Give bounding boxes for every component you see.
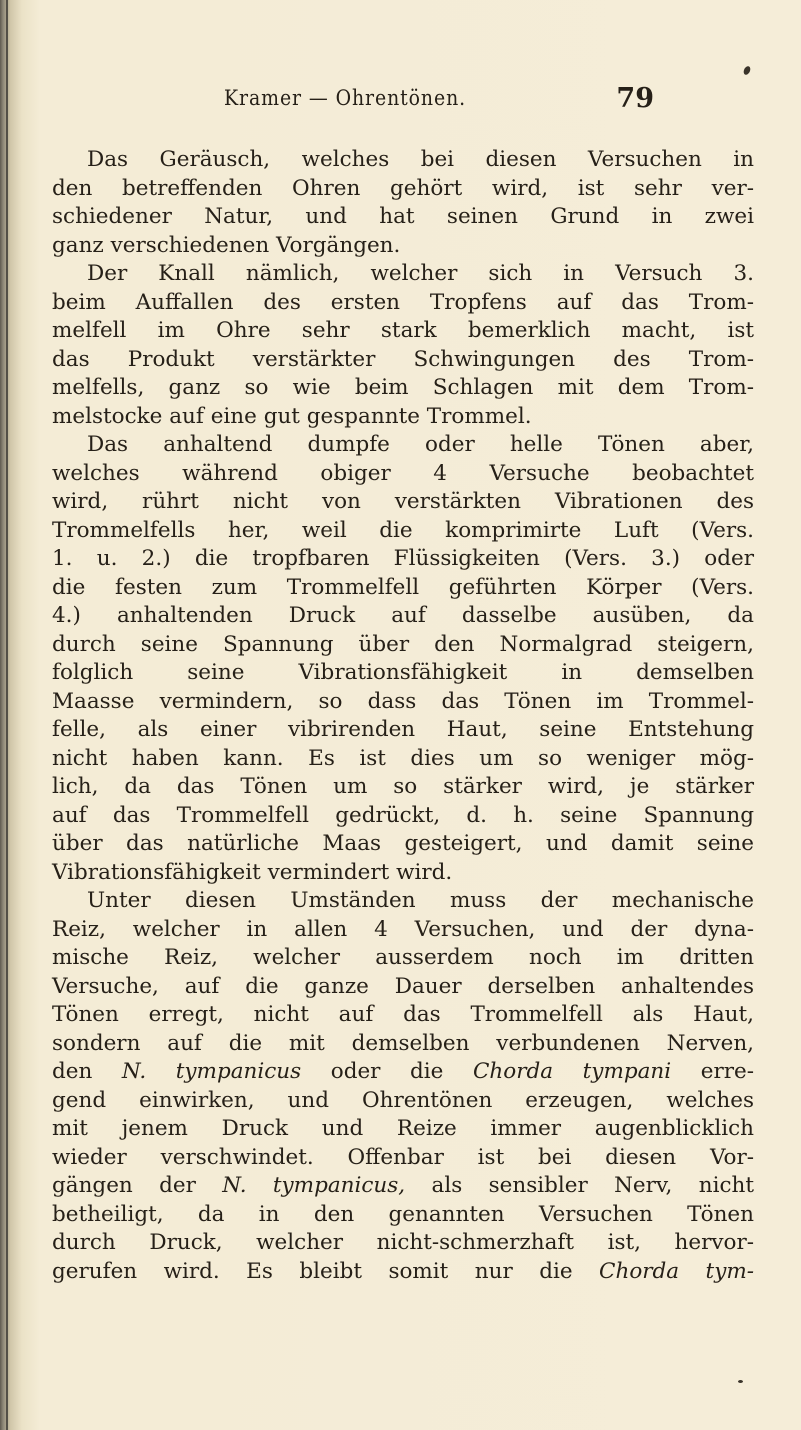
text-line: betheiligt, da in den genannten Versuchen Tönen xyxy=(52,1201,754,1227)
text-line: Unter diesen Umständen muss der mechanische xyxy=(87,888,754,913)
text-run: oder die xyxy=(330,1059,444,1084)
text-line: beim Auffallen des ersten Tropfens auf das Trom- xyxy=(52,289,754,315)
ink-speck xyxy=(738,1380,743,1383)
text-line-mixed xyxy=(52,1258,754,1287)
text-run: gerufen wird. Es bleibt somit nur die xyxy=(52,1258,573,1284)
text-line: Versuche, auf die ganze Dauer derselben anhaltendes xyxy=(52,973,754,999)
text-line: den betreffenden Ohren gehört wird, ist sehr ver- xyxy=(52,175,754,201)
text-line: melfells, ganz so wie beim Schlagen mit dem Trom- xyxy=(52,375,754,400)
text-line: Das anhaltend dumpfe oder helle Tönen aber, xyxy=(87,432,754,457)
text-line: durch Druck, welcher nicht-schmerzhaft ist, hervor- xyxy=(52,1230,754,1255)
page-number: 79 xyxy=(616,83,654,114)
text-line: melstocke auf eine gut gespannte Trommel. xyxy=(52,403,532,429)
text-line: welches während obiger 4 Versuche beobachtet xyxy=(52,460,754,486)
text-line: Der Knall nämlich, welcher sich in Versuch 3. xyxy=(87,261,754,286)
ink-speck xyxy=(742,65,751,76)
body-text xyxy=(52,146,754,1286)
text-line: schiedener Natur, und hat seinen Grund in zwei xyxy=(52,204,754,229)
text-line: nicht haben kann. Es ist dies um so weniger mög- xyxy=(52,745,754,771)
text-line: Maasse vermindern, so dass das Tönen im Trommel- xyxy=(52,688,754,714)
text-line: 1. u. 2.) die tropfbaren Flüssigkeiten (Vers. 3.) oder xyxy=(52,546,754,571)
text-line: folglich seine Vibrationsfähigkeit in demselben xyxy=(52,660,754,685)
text-line: Vibrationsfähigkeit vermindert wird. xyxy=(52,859,453,885)
running-head xyxy=(224,83,654,116)
text-line-mixed xyxy=(52,1172,754,1201)
text-run: als sensibler Nerv, nicht xyxy=(431,1173,754,1198)
italic-term: Chorda tympani xyxy=(472,1059,672,1084)
text-line: Das Geräusch, welches bei diesen Versuchen in xyxy=(87,147,754,172)
text-line: sondern auf die mit demselben verbundenen Nerven, xyxy=(52,1030,754,1056)
italic-term: Chorda tym- xyxy=(599,1258,754,1284)
text-line: mit jenem Druck und Reize immer augenblicklich xyxy=(52,1116,754,1141)
text-line: lich, da das Tönen um so stärker wird, je stärker xyxy=(52,774,754,799)
text-run: den xyxy=(52,1059,93,1084)
text-line: felle, als einer vibrirenden Haut, seine Entstehung xyxy=(52,717,754,742)
text-line: ganz verschiedenen Vorgängen. xyxy=(52,232,401,258)
text-line: Tönen erregt, nicht auf das Trommelfell als Haut, xyxy=(52,1002,754,1027)
text-line: gend einwirken, und Ohrentönen erzeugen, welches xyxy=(52,1087,754,1113)
text-line: die festen zum Trommelfell geführten Körper (Vers. xyxy=(52,574,754,600)
text-run: erre- xyxy=(700,1059,754,1084)
italic-term: N. tympanicus xyxy=(121,1059,302,1084)
text-line: wird, rührt nicht von verstärkten Vibrationen des xyxy=(52,489,754,514)
running-head-title: Kramer — Ohrentönen. xyxy=(224,86,467,110)
text-line: Trommelfells her, weil die komprimirte Luft (Vers. xyxy=(52,517,754,543)
text-line: Reiz, welcher in allen 4 Versuchen, und der dyna- xyxy=(52,916,754,942)
italic-term: N. tympanicus, xyxy=(222,1173,406,1198)
text-line: melfell im Ohre sehr stark bemerklich macht, ist xyxy=(52,318,754,343)
text-run: gängen der xyxy=(52,1173,196,1198)
text-line: durch seine Spannung über den Normalgrad steigern, xyxy=(52,631,754,657)
binding-edge xyxy=(6,0,8,1430)
text-line: das Produkt verstärkter Schwingungen des Trom- xyxy=(52,346,754,372)
text-line-mixed xyxy=(52,1058,754,1087)
text-line: auf das Trommelfell gedrückt, d. h. seine Spannung xyxy=(52,802,754,828)
text-line: über das natürliche Maas gesteigert, und damit seine xyxy=(52,831,754,856)
text-line: mische Reiz, welcher ausserdem noch im dritten xyxy=(52,945,754,970)
text-line: wieder verschwindet. Offenbar ist bei diesen Vor- xyxy=(52,1144,754,1170)
text-line: 4.) anhaltenden Druck auf dasselbe ausüben, da xyxy=(52,603,754,628)
